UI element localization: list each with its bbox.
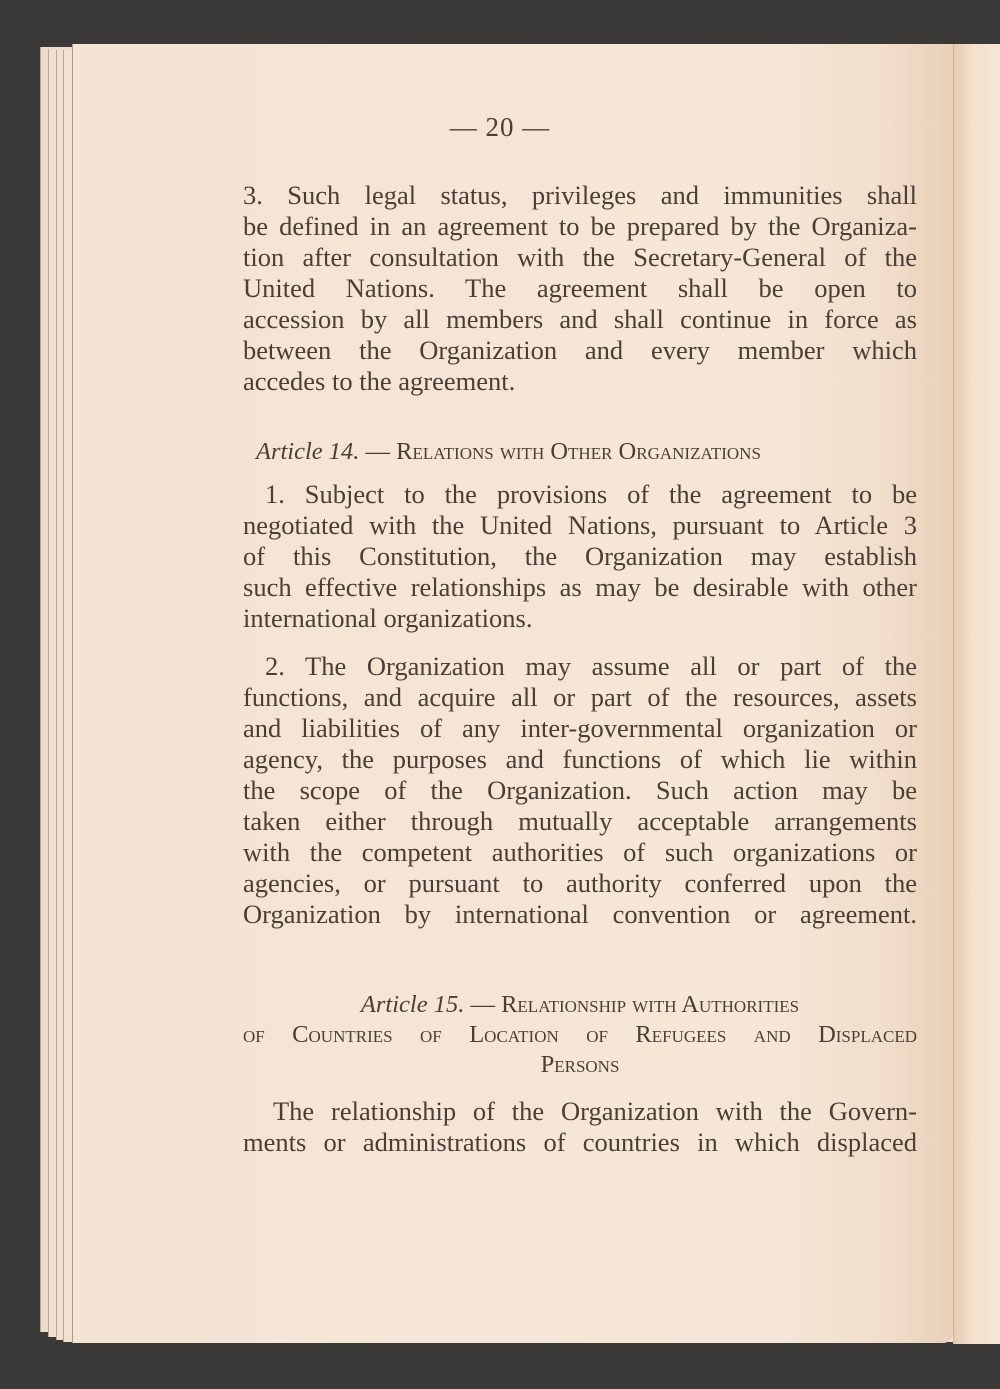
text-line: functions, and acquire all or part of the resources, assets xyxy=(243,682,917,712)
text-line: with the competent authorities of such organizations or xyxy=(243,837,917,867)
text-line: and liabilities of any inter-governmental organization or xyxy=(243,713,917,743)
text-line: ments or administrations of countries in which displaced xyxy=(243,1127,917,1157)
article-14-paragraph-2 xyxy=(243,651,917,930)
article-15-heading xyxy=(243,990,917,1080)
page-number: — 20 — xyxy=(449,112,551,142)
text-line: between the Organization and every member which xyxy=(243,335,917,365)
heading-line: of Countries of Location of Refugees and Displaced xyxy=(243,1021,917,1048)
text-line: of this Constitution, the Organization may establish xyxy=(243,541,917,571)
article-14-paragraph-1 xyxy=(243,479,917,634)
text-line: the scope of the Organization. Such action may be xyxy=(243,775,917,805)
text-line: 3. Such legal status, privileges and immunities shall xyxy=(243,180,917,210)
text-line: 2. The Organization may assume all or part of the xyxy=(265,651,917,681)
text-line: 1. Subject to the provisions of the agreement to be xyxy=(265,479,917,509)
text-line: The relationship of the Organization with the Govern- xyxy=(273,1096,917,1126)
heading-dash: — xyxy=(470,991,495,1018)
heading-dash: — xyxy=(365,438,391,465)
text-line: international organizations. xyxy=(243,603,533,633)
article-15-paragraph xyxy=(243,1096,917,1158)
section-3-paragraph xyxy=(243,180,917,397)
text-line: United Nations. The agreement shall be open to xyxy=(243,273,917,303)
facing-page-edge xyxy=(953,44,1000,1344)
text-line: Organization by international convention or agreement. xyxy=(243,899,917,929)
heading-line: Persons xyxy=(540,1051,620,1078)
article-label: Article 15. xyxy=(360,991,465,1018)
article-title: Relations with Other Organizations xyxy=(396,438,761,465)
text-line: taken either through mutually acceptable arrangements xyxy=(243,806,917,836)
text-line: agency, the purposes and functions of which lie within xyxy=(243,744,917,774)
article-label: Article 14. xyxy=(256,438,360,465)
heading-line xyxy=(243,990,917,1020)
text-line: accession by all members and shall continue in force as xyxy=(243,304,917,334)
text-line: accedes to the agreement. xyxy=(243,366,516,396)
article-14-heading xyxy=(256,436,916,467)
text-line: such effective relationships as may be desirable with other xyxy=(243,572,917,602)
text-line: tion after consultation with the Secretary-General of the xyxy=(243,242,917,272)
text-line: be defined in an agreement to be prepared by the Organiza- xyxy=(243,211,917,241)
text-line: agencies, or pursuant to authority conferred upon the xyxy=(243,868,917,898)
article-title: Relationship with Authorities xyxy=(501,991,800,1018)
text-line: negotiated with the United Nations, pursuant to Article 3 xyxy=(243,510,917,540)
